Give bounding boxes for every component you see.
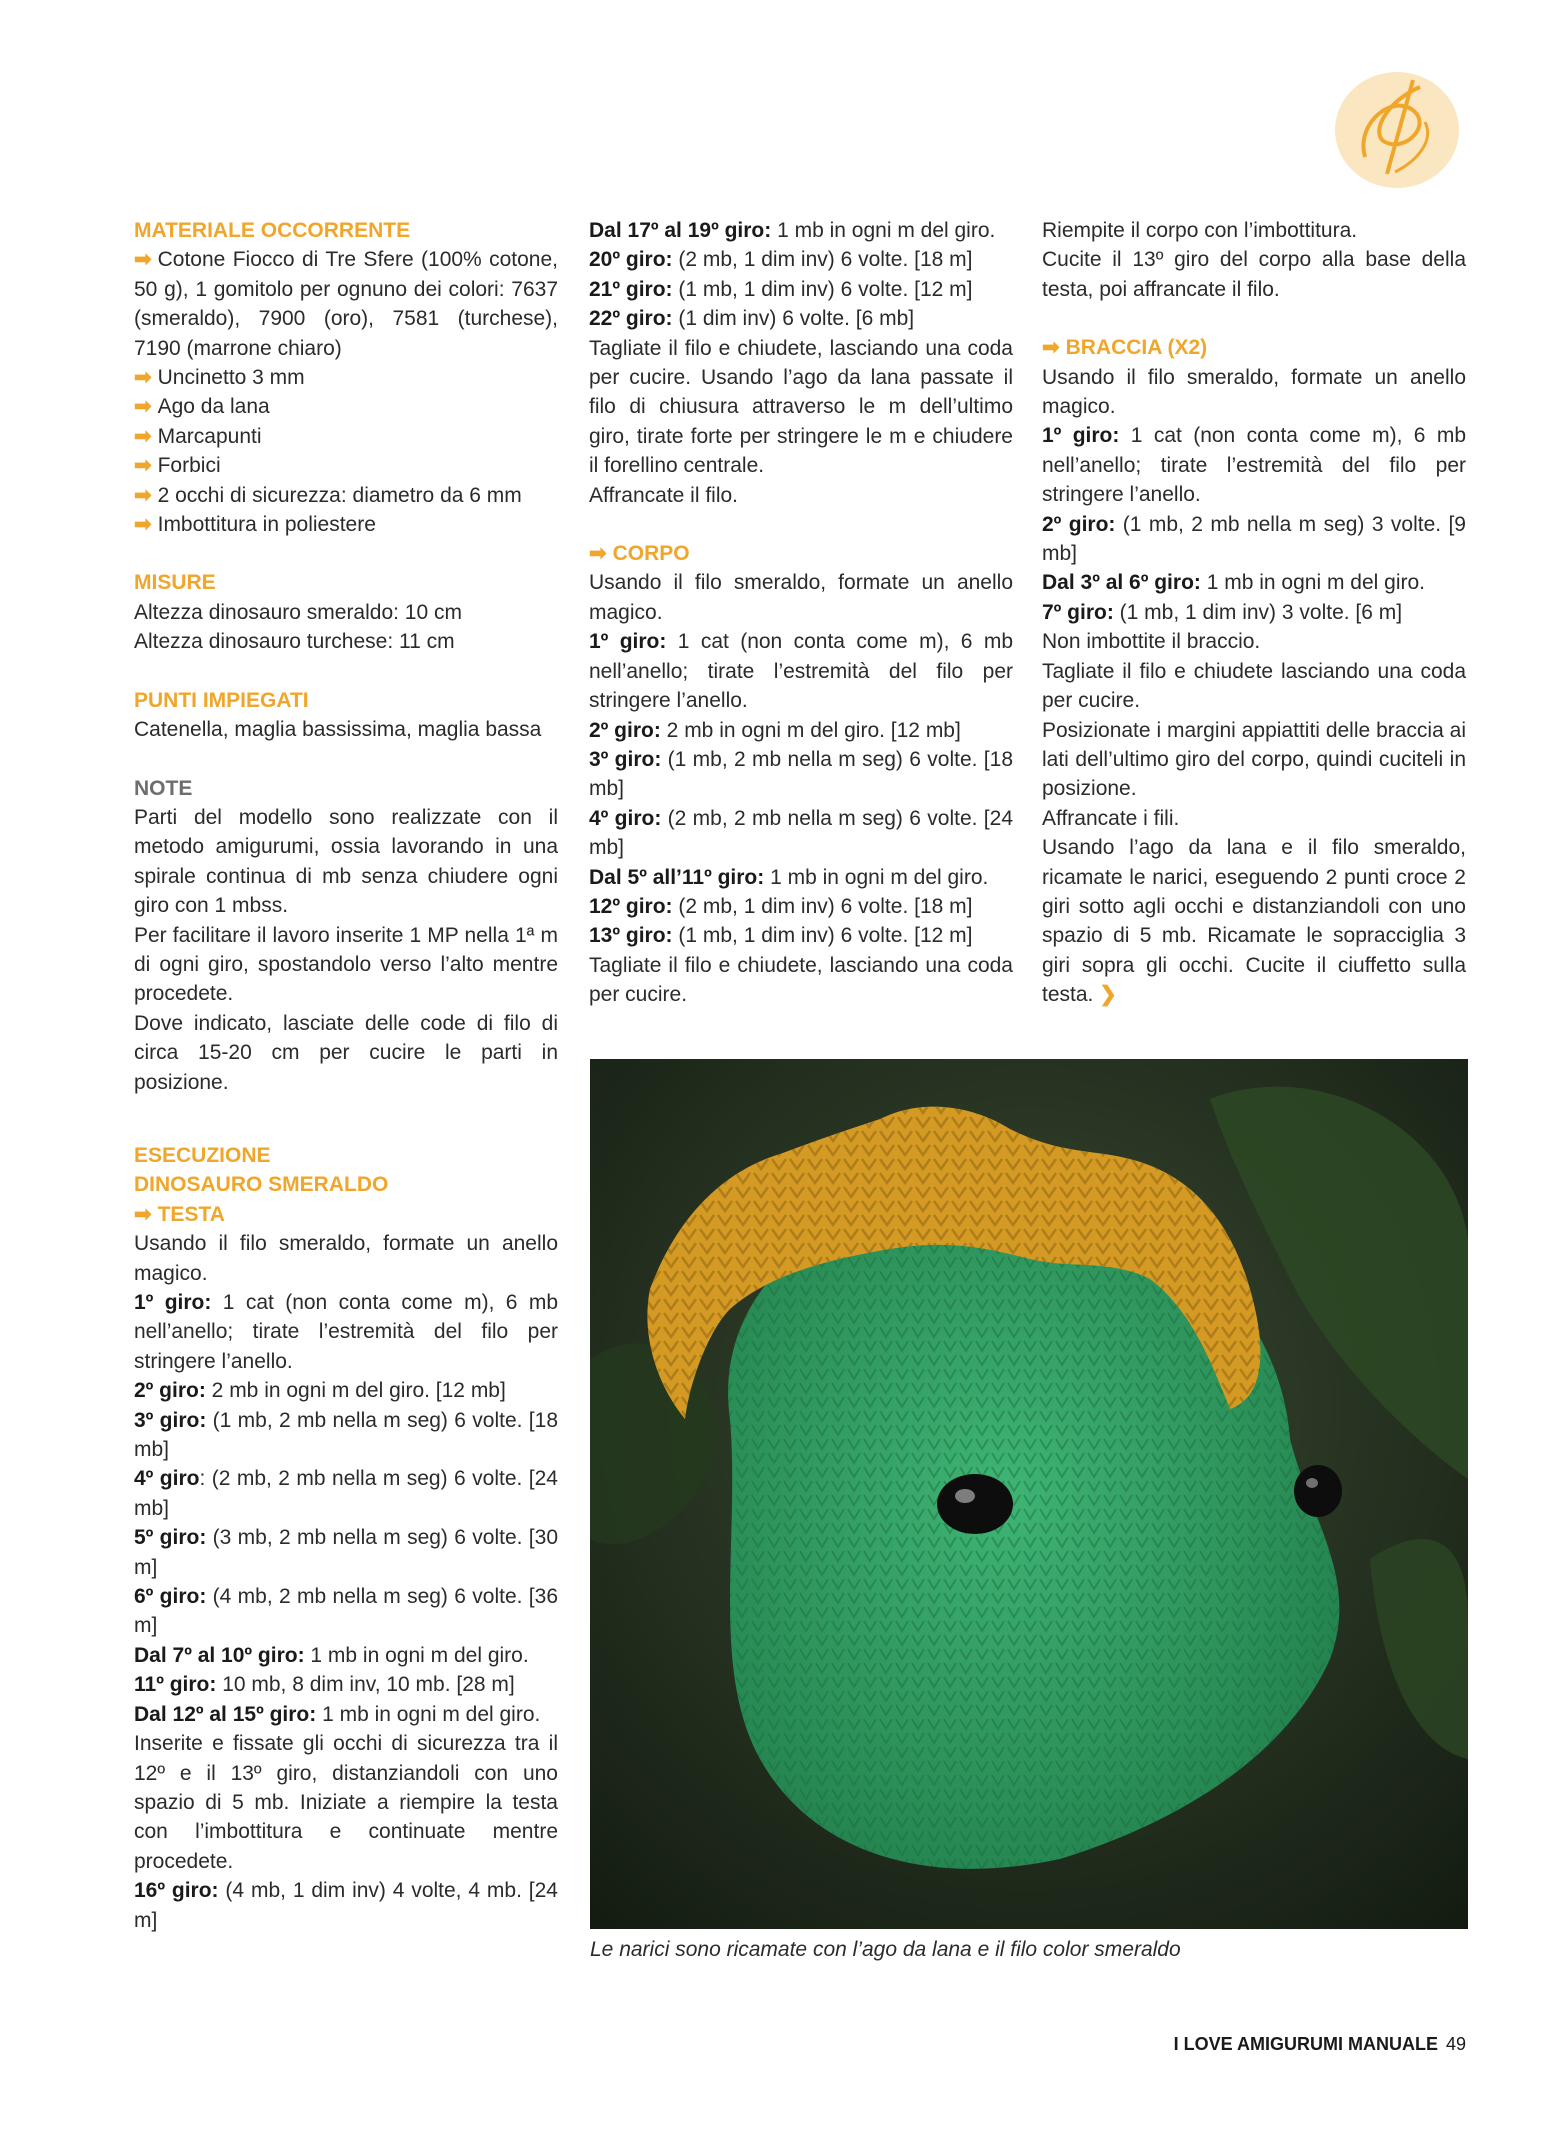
head-row: Dal 17º al 19º giro: 1 mb in ogni m del giro. [589, 219, 996, 242]
measure-line: Altezza dinosauro smeraldo: 10 cm [134, 600, 462, 624]
head-intro: Usando il filo smeraldo, formate un anello magico. [134, 1232, 558, 1285]
sew-body-text: Cucite il 13º giro del corpo alla base della testa, poi affrancate il filo. [1042, 248, 1466, 301]
head-heading: ➡ TESTA [134, 1202, 225, 1226]
head-row: 20º giro: (2 mb, 1 dim inv) 6 volte. [18 m] [589, 248, 973, 272]
body-intro: Usando il filo smeraldo, formate un anello magico. [589, 571, 1013, 624]
amigurumi-photo [590, 1059, 1468, 1929]
magazine-name: I LOVE AMIGURUMI MANUALE [1173, 2034, 1438, 2054]
materials-item: ➡ Marcapunti [134, 424, 262, 448]
body-row: 4º giro: (2 mb, 2 mb nella m seg) 6 volte. [24 mb] [589, 806, 1013, 860]
head-row: 11º giro: 10 mb, 8 dim inv, 10 mb. [28 m] [134, 1673, 515, 1697]
arms-heading: ➡ BRACCIA (X2) [1042, 336, 1208, 360]
arrow-icon: ➡ [134, 248, 152, 272]
measure-line: Altezza dinosauro turchese: 11 cm [134, 630, 455, 654]
head-fasten-text: Affrancate il filo. [589, 483, 739, 507]
head-row: Dal 7º al 10º giro: 1 mb in ogni m del giro. [134, 1643, 529, 1667]
arrow-icon: ➡ [134, 513, 152, 537]
head-row: 1º giro: 1 cat (non conta come m), 6 mb nell’anello; tirate l’estremità del filo per stringere l’anello. [134, 1291, 559, 1373]
arrow-icon: ➡ [134, 424, 152, 448]
end-mark-icon: ❯ [1099, 983, 1117, 1007]
arms-paragraph: Tagliate il filo e chiudete lasciando una coda per cucire. [1042, 659, 1466, 713]
arms-paragraph: Usando l’ago da lana e il filo smeraldo, ricamate le narici, eseguendo 2 punti croce 2 giri sotto agli occhi e distanziandoli con uno spazio di 5 mb. Ricamate le sopracciglia 3 giri sopra gli occhi. Cucite il ciuffetto sulla testa. ❯ [1042, 836, 1466, 1007]
column-2 [589, 216, 1013, 1010]
head-finish-text: Tagliate il filo e chiudete, lasciando una coda per cucire. Usando l’ago da lana passate il filo di chiusura attraverso le m dell’ultimo giro, tirate forte per stringere le m e chiudere il forellino centrale. [589, 336, 1013, 478]
body-row: 13º giro: (1 mb, 1 dim inv) 6 volte. [12 m] [589, 924, 973, 948]
arrow-icon: ➡ [134, 483, 152, 507]
stitches-text: Catenella, maglia bassissima, maglia bassa [134, 718, 542, 742]
arms-intro: Usando il filo smeraldo, formate un anello magico. [1042, 365, 1466, 419]
body-row: 1º giro: 1 cat (non conta come m), 6 mb nell’anello; tirate l’estremità del filo per stringere l’anello. [589, 630, 1014, 713]
body-row: Dal 5º all’11º giro: 1 mb in ogni m del giro. [589, 865, 989, 889]
note-paragraph: Parti del modello sono realizzate con il metodo amigurumi, ossia lavorando in una spirale continua di mb senza chiudere ogni giro con 1 mbss. [134, 805, 558, 918]
arrow-icon: ➡ [134, 395, 152, 419]
arms-row: 2º giro: (1 mb, 2 mb nella m seg) 3 volte. [9 mb] [1042, 512, 1466, 566]
arms-row: 1º giro: 1 cat (non conta come m), 6 mb nell’anello; tirate l’estremità del filo per stringere l’anello. [1042, 424, 1467, 507]
arrow-icon: ➡ [134, 366, 152, 390]
materials-item: ➡ Cotone Fiocco di Tre Sfere (100% cotone, 50 g), 1 gomitolo per ognuno dei colori: 7637 (smeraldo), 7900 (oro), 7581 (turchese), 7190 (marrone chiaro) [134, 248, 558, 360]
arms-paragraph: Non imbottite il braccio. [1042, 630, 1261, 654]
arms-paragraph: Affrancate i fili. [1042, 806, 1180, 830]
page-footer [1174, 2034, 1466, 2055]
arrow-icon: ➡ [1042, 336, 1060, 360]
materials-heading: MATERIALE OCCORRENTE [134, 219, 411, 242]
head-row: 3º giro: (1 mb, 2 mb nella m seg) 6 volte. [18 mb] [134, 1408, 558, 1462]
note-paragraph: Dove indicato, lasciate delle code di filo di circa 15-20 cm per cucire le parti in posizione. [134, 1011, 558, 1094]
stitches-heading: PUNTI IMPIEGATI [134, 688, 309, 712]
head-row: 16º giro: (4 mb, 1 dim inv) 4 volte, 4 mb. [24 m] [134, 1879, 558, 1932]
head-row: 22º giro: (1 dim inv) 6 volte. [6 mb] [589, 307, 915, 331]
head-row: 6º giro: (4 mb, 2 mb nella m seg) 6 volte. [36 m] [134, 1585, 558, 1638]
execution-heading: ESECUZIONE [134, 1143, 271, 1167]
arms-row: 7º giro: (1 mb, 1 dim inv) 3 volte. [6 m] [1042, 600, 1403, 624]
materials-item: ➡ Ago da lana [134, 395, 270, 419]
photo-caption: Le narici sono ricamate con l’ago da lana e il filo color smeraldo [590, 1938, 1181, 1961]
notes-heading: NOTE [134, 776, 193, 800]
note-paragraph: Per facilitare il lavoro inserite 1 MP nella 1ª m di ogni giro, spostandolo verso l’alto mentre procedete. [134, 923, 558, 1006]
crochet-logo-icon [1325, 62, 1465, 192]
body-row: 12º giro: (2 mb, 1 dim inv) 6 volte. [18 m] [589, 894, 973, 918]
body-heading: ➡ CORPO [589, 542, 690, 566]
head-row: 5º giro: (3 mb, 2 mb nella m seg) 6 volte. [30 m] [134, 1526, 558, 1579]
materials-item: ➡ 2 occhi di sicurezza: diametro da 6 mm [134, 483, 522, 507]
fill-body-text: Riempite il corpo con l’imbottitura. [1042, 219, 1358, 242]
body-finish-text: Tagliate il filo e chiudete, lasciando una coda per cucire. [589, 953, 1013, 1007]
body-row: 3º giro: (1 mb, 2 mb nella m seg) 6 volte. [18 mb] [589, 747, 1013, 801]
head-row: Dal 12º al 15º giro: 1 mb in ogni m del giro. [134, 1702, 541, 1726]
head-row: 21º giro: (1 mb, 1 dim inv) 6 volte. [12 m] [589, 277, 973, 301]
head-row: 4º giro: (2 mb, 2 mb nella m seg) 6 volte. [24 mb] [134, 1467, 558, 1520]
arms-paragraph: Posizionate i margini appiattiti delle braccia ai lati dell’ultimo giro del corpo, quindi cuciteli in posizione. [1042, 718, 1466, 801]
column-1 [134, 216, 558, 1935]
column-3 [1042, 216, 1466, 1010]
measures-heading: MISURE [134, 571, 216, 595]
arrow-icon: ➡ [134, 1202, 152, 1226]
execution-subheading: DINOSAURO SMERALDO [134, 1173, 389, 1197]
dinosaur-image [590, 1059, 1468, 1929]
materials-item: ➡ Imbottitura in poliestere [134, 513, 376, 537]
materials-item: ➡ Uncinetto 3 mm [134, 366, 305, 390]
arms-row: Dal 3º al 6º giro: 1 mb in ogni m del giro. [1042, 571, 1425, 595]
arrow-icon: ➡ [134, 454, 152, 478]
body-row: 2º giro: 2 mb in ogni m del giro. [12 mb] [589, 718, 961, 742]
arrow-icon: ➡ [589, 542, 607, 566]
head-eyes-text: Inserite e fissate gli occhi di sicurezza tra il 12º e il 13º giro, distanziandoli con uno spazio di 5 mb. Iniziate a riempire la testa con l’imbottitura e continuate mentre procedete. [134, 1732, 558, 1873]
head-row: 2º giro: 2 mb in ogni m del giro. [12 mb] [134, 1379, 506, 1403]
materials-item: ➡ Forbici [134, 454, 221, 478]
page-number: 49 [1445, 2034, 1466, 2054]
